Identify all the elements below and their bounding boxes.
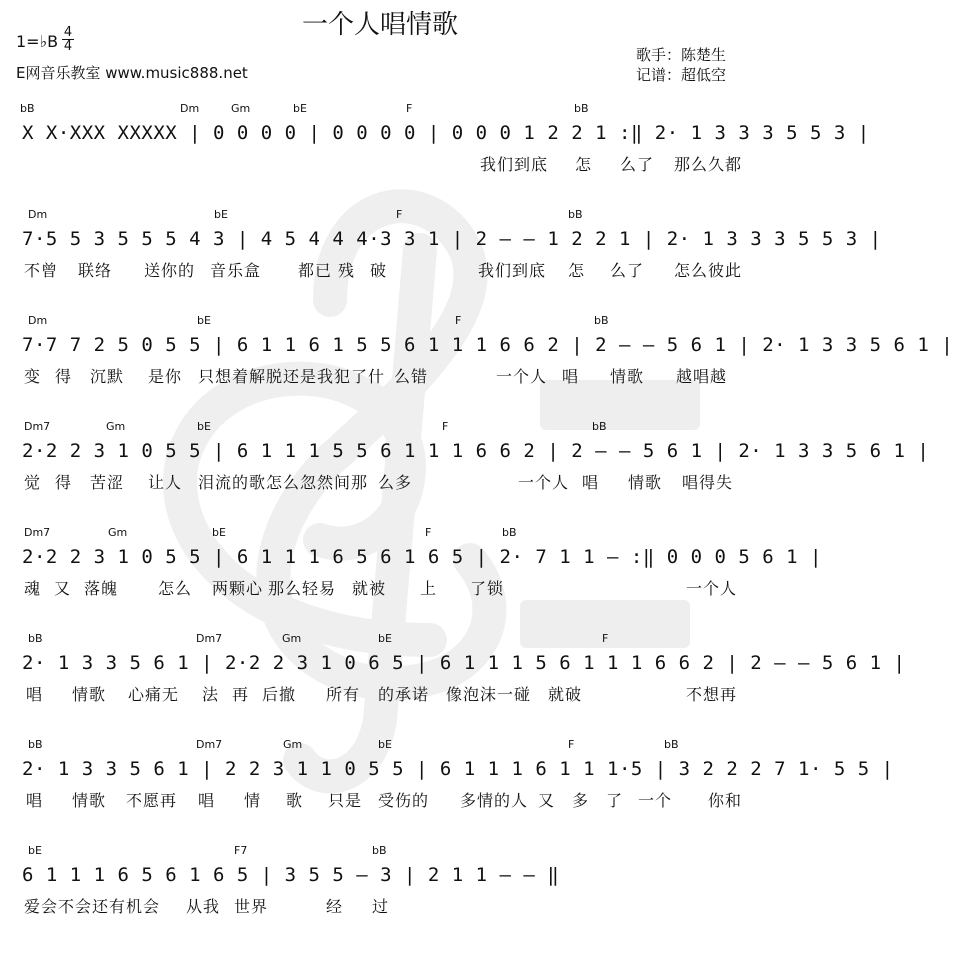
chord-symbol: bB: [594, 314, 609, 327]
lyric-text: 么了: [610, 261, 645, 280]
lyric-text: 歌: [286, 791, 304, 810]
song-title: 一个人唱情歌: [301, 10, 458, 40]
notation-line: 2·2 2 3 1 0 5 5 | 6 1 1 1 6 5 6 1 6 5 | 2· 7 1 1 — :‖ 0 0 0 5 6 1 |: [22, 546, 822, 568]
chord-symbol: Gm: [231, 102, 251, 115]
notation-line: 2· 1 3 3 5 6 1 | 2·2 2 3 1 0 6 5 | 6 1 1 1 5 6 1 1 1 6 6 2 | 2 — — 5 6 1 |: [22, 652, 906, 674]
singer-credit: 歌手：陈楚生: [636, 46, 727, 64]
lyric-text: 那么久都: [674, 155, 743, 174]
source-label: E网音乐教室 www.music888.net: [16, 64, 248, 82]
lyric-text: 爱会不会还有机会: [24, 897, 161, 916]
lyric-text: 我们到底: [478, 261, 547, 280]
chord-symbol: bB: [502, 526, 517, 539]
lyric-text: 联络: [78, 261, 113, 280]
chord-symbol: bE: [378, 738, 392, 751]
lyric-text: 心痛无: [128, 685, 180, 704]
chord-symbol: Gm: [283, 738, 303, 751]
chord-symbol: Dm7: [196, 738, 223, 751]
chord-symbol: bE: [197, 420, 211, 433]
chord-symbol: bB: [20, 102, 35, 115]
lyric-text: 残: [338, 261, 356, 280]
lyric-text: 唱: [582, 473, 600, 492]
lyric-text: 情: [244, 791, 262, 810]
lyric-text: 唱: [26, 685, 44, 704]
lyric-text: 一个人: [496, 367, 548, 386]
time-signature-bottom: 4: [63, 39, 73, 54]
lyric-text: 法: [202, 685, 220, 704]
chord-symbol: bB: [28, 632, 43, 645]
lyric-text: 变: [24, 367, 42, 386]
lyric-text: 那么轻易: [268, 579, 337, 598]
lyric-text: 唱得失: [682, 473, 734, 492]
lyric-text: 么多: [378, 473, 413, 492]
lyric-text: 不曾: [24, 261, 59, 280]
lyric-text: 一个人: [686, 579, 738, 598]
lyric-text: 情歌: [628, 473, 663, 492]
lyric-text: 我们到底: [480, 155, 549, 174]
lyric-text: 了: [606, 791, 624, 810]
lyric-text: 魂: [24, 579, 42, 598]
lyric-text: 音乐盒: [210, 261, 262, 280]
lyric-text: 觉: [24, 473, 42, 492]
lyric-text: 么错: [394, 367, 429, 386]
lyric-text: 又: [54, 579, 72, 598]
lyric-text: 一个: [638, 791, 673, 810]
lyric-text: 情歌: [72, 791, 107, 810]
lyric-text: 沉默: [90, 367, 125, 386]
lyric-text: 唱: [26, 791, 44, 810]
lyric-text: 后撤: [262, 685, 297, 704]
chord-symbol: Dm: [28, 208, 48, 221]
lyric-text: 只想着解脱还是我犯了什: [198, 367, 386, 386]
chord-symbol: bE: [197, 314, 211, 327]
lyric-text: 唱: [562, 367, 580, 386]
lyric-text: 让人: [148, 473, 183, 492]
lyric-text: 怎么: [158, 579, 193, 598]
lyric-text: 怎: [568, 261, 586, 280]
chord-symbol: Gm: [106, 420, 126, 433]
chord-symbol: bB: [28, 738, 43, 751]
lyric-text: 就被: [352, 579, 387, 598]
lyric-text: 多情的人: [460, 791, 529, 810]
lyric-text: 情歌: [610, 367, 645, 386]
lyric-text: 情歌: [72, 685, 107, 704]
lyric-text: 两颗心: [212, 579, 264, 598]
chord-symbol: Gm: [282, 632, 302, 645]
chord-symbol: bE: [28, 844, 42, 857]
chord-symbol: bB: [664, 738, 679, 751]
lyric-text: 经: [326, 897, 344, 916]
lyric-text: 是你: [148, 367, 183, 386]
lyric-text: 都已: [298, 261, 333, 280]
lyric-text: 泪流的歌怎么忽然间那: [198, 473, 369, 492]
lyric-text: 从我: [186, 897, 221, 916]
lyric-text: 破: [370, 261, 388, 280]
lyric-text: 只是: [328, 791, 363, 810]
chord-symbol: bE: [212, 526, 226, 539]
chord-symbol: bE: [378, 632, 392, 645]
chord-symbol: F: [442, 420, 449, 433]
chord-symbol: bE: [214, 208, 228, 221]
lyric-text: 怎: [575, 155, 593, 174]
chord-symbol: Dm: [180, 102, 200, 115]
chord-symbol: F: [406, 102, 413, 115]
time-signature-top: 4: [63, 25, 73, 40]
lyric-text: 世界: [234, 897, 269, 916]
chord-symbol: F: [602, 632, 609, 645]
chord-symbol: Dm7: [196, 632, 223, 645]
lyric-text: 又: [538, 791, 556, 810]
notation-line: 2· 1 3 3 5 6 1 | 2 2 3 1 1 0 5 5 | 6 1 1 1 6 1 1 1·5 | 3 2 2 2 7 1· 5 5 |: [22, 758, 894, 780]
notation-line: 6 1 1 1 6 5 6 1 6 5 | 3 5 5 — 3 | 2 1 1 — — ‖: [22, 864, 560, 886]
lyric-text: 得: [55, 473, 73, 492]
lyric-text: 不想再: [686, 685, 738, 704]
lyric-text: 所有: [326, 685, 361, 704]
notation-line: 7·7 7 2 5 0 5 5 | 6 1 1 6 1 5 5 6 1 1 1 6 6 2 | 2 — — 5 6 1 | 2· 1 3 3 5 6 1 |: [22, 334, 953, 356]
chord-symbol: F: [425, 526, 432, 539]
lyric-text: 唱: [198, 791, 216, 810]
lyric-text: 怎么彼此: [674, 261, 743, 280]
lyric-text: 越唱越: [676, 367, 728, 386]
lyric-text: 么了: [620, 155, 655, 174]
chord-symbol: Gm: [108, 526, 128, 539]
lyric-text: 的承诺: [378, 685, 430, 704]
notation-line: 2·2 2 3 1 0 5 5 | 6 1 1 1 5 5 6 1 1 1 6 6 2 | 2 — — 5 6 1 | 2· 1 3 3 5 6 1 |: [22, 440, 930, 462]
chord-symbol: F7: [234, 844, 248, 857]
lyric-text: 送你的: [144, 261, 196, 280]
chord-symbol: F: [396, 208, 403, 221]
lyric-text: 多: [572, 791, 590, 810]
lyric-text: 像泡沫一碰: [446, 685, 532, 704]
lyric-text: 上: [420, 579, 438, 598]
chord-symbol: F: [455, 314, 462, 327]
chord-symbol: bB: [592, 420, 607, 433]
lyric-text: 你和: [708, 791, 743, 810]
lyric-text: 过: [372, 897, 390, 916]
time-signature: [62, 26, 74, 53]
lyric-text: 得: [55, 367, 73, 386]
notation-line: X X·XXX XXXXX | 0 0 0 0 | 0 0 0 0 | 0 0 0 1 2 2 1 :‖ 2· 1 3 3 3 5 5 3 |: [22, 122, 870, 144]
chord-symbol: bB: [372, 844, 387, 857]
chord-symbol: F: [568, 738, 575, 751]
lyric-text: 不愿再: [126, 791, 178, 810]
notation-line: 7·5 5 3 5 5 5 4 3 | 4 5 4 4 4·3 3 1 | 2 — — 1 2 2 1 | 2· 1 3 3 3 5 5 3 |: [22, 228, 882, 250]
lyric-text: 一个人: [518, 473, 570, 492]
lyric-text: 苦涩: [90, 473, 125, 492]
lyric-text: 再: [232, 685, 250, 704]
lyric-text: 就破: [548, 685, 583, 704]
lyric-text: 了锁: [470, 579, 505, 598]
key-signature: 1=♭B: [16, 32, 59, 51]
transcriber-credit: 记谱：超低空: [636, 66, 727, 84]
chord-symbol: Dm7: [24, 420, 51, 433]
lyric-text: 受伤的: [378, 791, 430, 810]
chord-symbol: Dm: [28, 314, 48, 327]
chord-symbol: Dm7: [24, 526, 51, 539]
chord-symbol: bE: [293, 102, 307, 115]
chord-symbol: bB: [574, 102, 589, 115]
lyric-text: 落魄: [84, 579, 119, 598]
chord-symbol: bB: [568, 208, 583, 221]
